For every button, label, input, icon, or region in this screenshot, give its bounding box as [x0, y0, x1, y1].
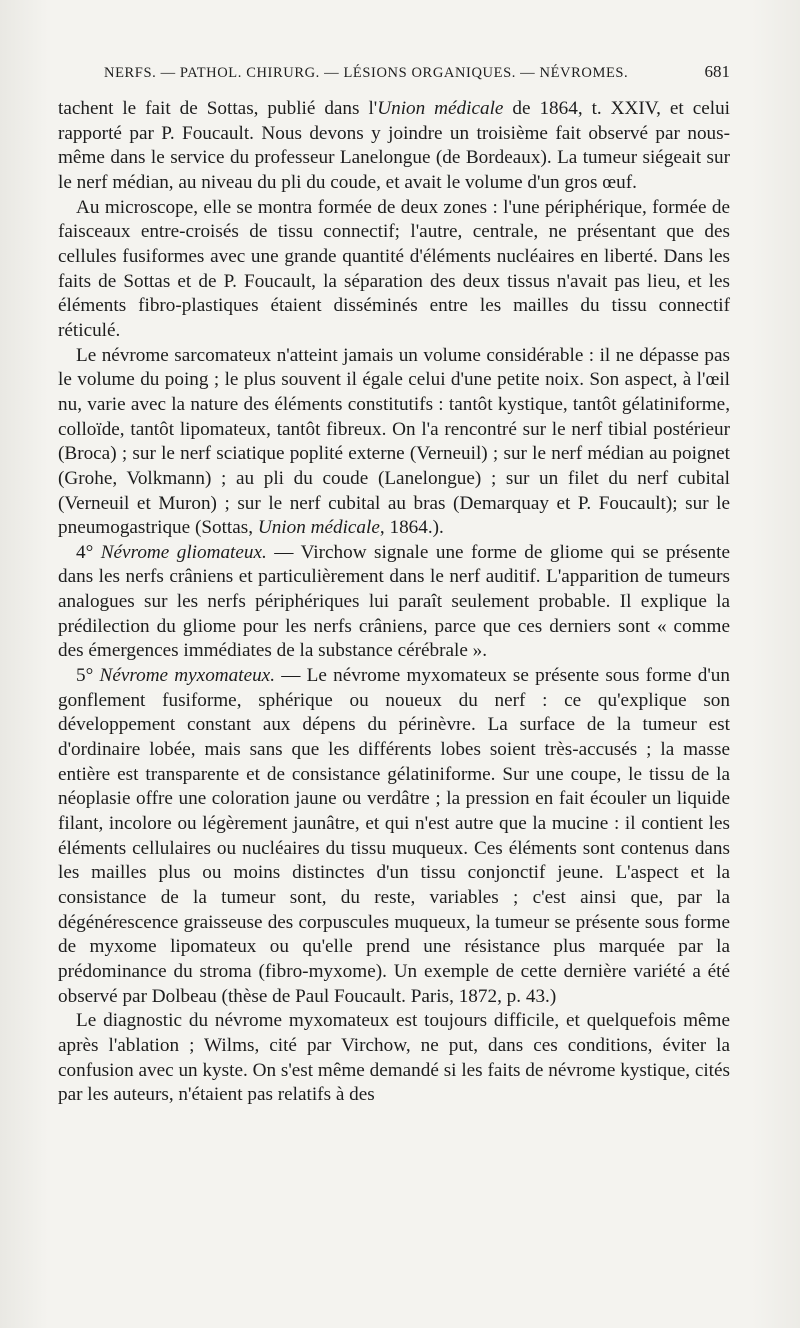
paragraph-myxomateux	[58, 664, 730, 1009]
body-text	[58, 97, 730, 1108]
running-head-title: NERFS. — PATHOL. CHIRURG. — LÉSIONS ORGANIQUES. — NÉVROMES.	[104, 65, 629, 81]
journal-title: Union médicale	[377, 98, 504, 119]
paragraph-microscope: Au microscope, elle se montra formée de deux zones : l'une périphérique, formée de faisceaux entre-croisés de tissu connectif; l'autre, centrale, ne présentant que des cellules fusiformes avec une grande quantité d'éléments nucléaires en liberté. Dans les faits de Sottas et de P. Foucault, la séparation des deux tissus n'avait pas lieu, et les éléments fibro-plastiques étaient disséminés entre les mailles du tissu connectif réticulé.	[58, 196, 730, 341]
section-heading: Névrome gliomateux.	[100, 541, 267, 563]
section-number: 5°	[76, 665, 100, 687]
paragraph-diagnostic: Le diagnostic du névrome myxomateux est toujours difficile, et quelquefois même après l'ablation ; Wilms, cité par Virchow, ne put, dans ces conditions, éviter la confusion avec un kyste. On s'est même demandé si les faits de névrome kystique, cités par les auteurs, n'étaient pas relatifs à des	[58, 1010, 730, 1106]
journal-title: Union médicale	[257, 517, 380, 539]
text-run: — Virchow signale une forme de gliome qui se présente dans les nerfs crâniens et particulièrement dans le nerf auditif. L'apparition de tumeurs analogues sur les nerfs périphériques lui paraît seulement probable. Il explique la prédilection du gliome pour les nerfs crâniens, parce que ces derniers sont « comme des émergences immédiates de la substance cérébrale ».	[58, 541, 730, 662]
paragraph-gliomateux	[58, 541, 730, 664]
text-run: , 1864.).	[379, 517, 444, 539]
text-run: tachent le fait de Sottas, publié dans l'	[58, 98, 378, 119]
page-number: 681	[704, 62, 730, 81]
paragraph-sarcomateux	[58, 344, 730, 541]
text-run: de 1864, t. XXIV, et celui rapporté par P. Foucault. Nous devons y joindre un troisième fait observé par nous-même dans le service du professeur Lanelongue (de Bordeaux). La tumeur siégeait sur le nerf médian, au niveau du pli du coude, et avait le volume d'un gros œuf.	[58, 98, 730, 193]
text-run: Le névrome sarcomateux n'atteint jamais un volume considérable : il ne dépasse pas le volume du poing ; le plus souvent il égale celui d'une petite noix. Son aspect, à l'œil nu, varie avec la nature des éléments constitutifs : tantôt kystique, tantôt gélatiniforme, colloïde, tantôt lipomateux, tantôt fibreux. On l'a rencontré sur le nerf tibial postérieur (Broca) ; sur le nerf sciatique poplité externe (Verneuil) ; sur le nerf médian au poignet (Grohe, Volkmann) ; au pli du coude (Lanelongue) ; sur un filet du nerf cubital (Verneuil et Muron) ; sur le nerf cubital au bras (Demarquay et P. Foucault); sur le pneumogastrique (Sottas,	[58, 344, 730, 539]
section-heading: Névrome myxomateux.	[99, 665, 275, 687]
text-run: — Le névrome myxomateux se présente sous forme d'un gonflement fusiforme, sphérique ou noueux du nerf : ce qu'explique son développement constant aux dépens du périnèvre. La surface de la tumeur est d'ordinaire lobée, mais sans que les différents lobes soient très-accusés ; la masse entière est transparente et de consistance gélatiniforme. Sur une coupe, le tissu de la néoplasie offre une coloration jaune ou verdâtre ; la pression en fait écouler un liquide filant, incolore ou légèrement jaunâtre, et qui n'est autre que la mucine : il contient les éléments cellulaires ou nucléaires du tissu muqueux. Ces éléments sont contenus dans les mailles plus ou moins distinctes d'un tissu conjonctif jeune. L'aspect et la consistance de la tumeur sont, du reste, variables ; c'est ainsi que, par la dégénérescence graisseuse des corpuscules muqueux, la tumeur se présente sous forme de myxome lipomateux ou qu'elle prend une résistance plus marquée par la prédominance du stroma (fibro-myxome). Un exemple de cette dernière variété a été observé par Dolbeau (thèse de Paul Foucault. Paris, 1872, p. 43.)	[58, 665, 730, 1007]
paragraph-sottas-continuation	[58, 97, 730, 196]
running-head	[104, 62, 730, 82]
section-number: 4°	[76, 541, 101, 563]
